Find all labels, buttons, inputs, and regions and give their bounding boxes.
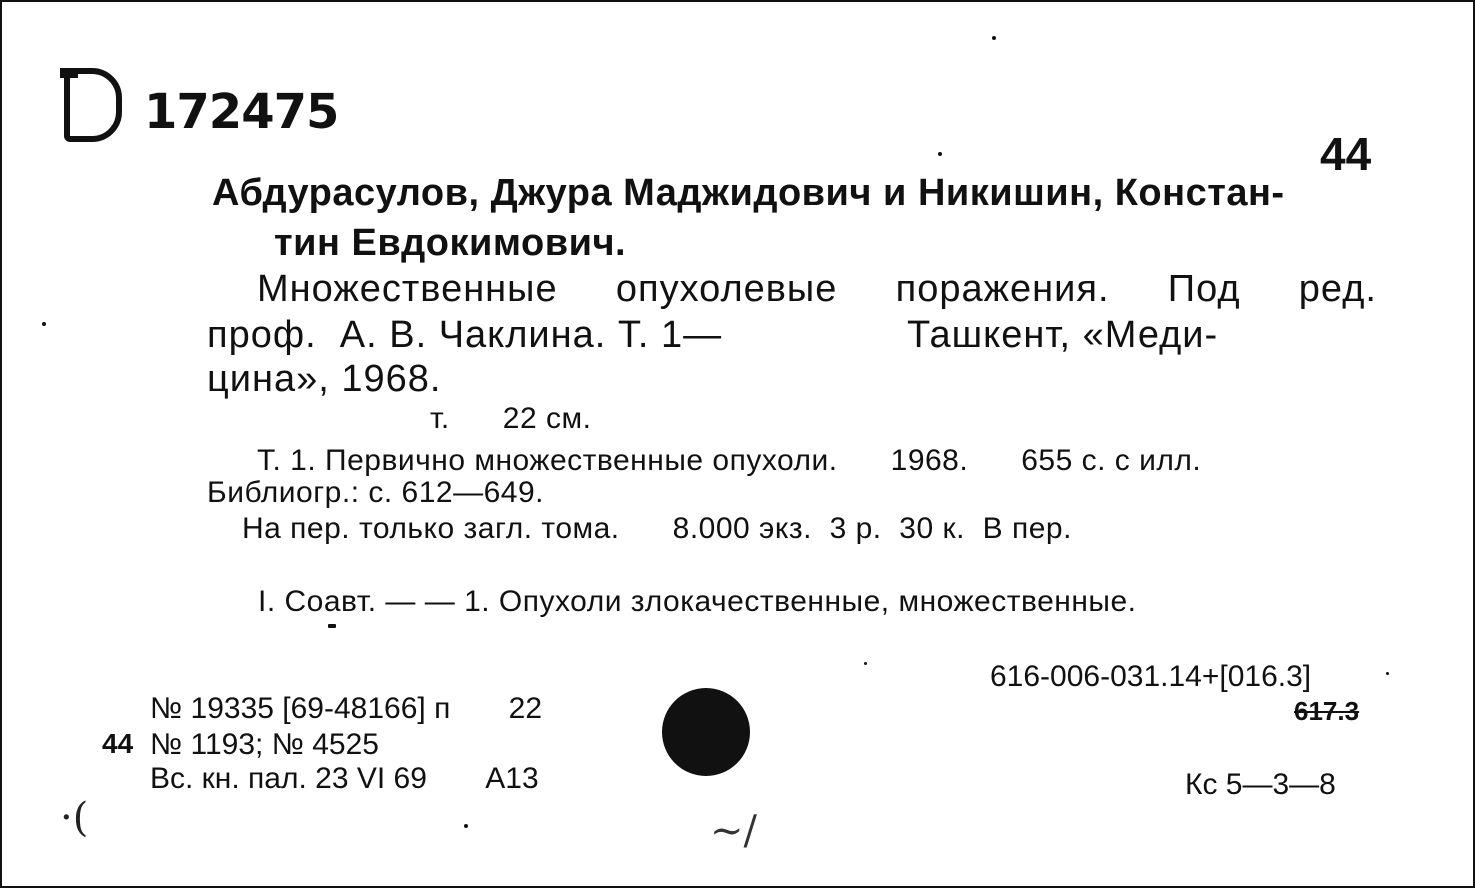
volume-line: Т. 1. Первично множественные опухоли. 1968. 655 с. с илл. <box>257 444 1202 477</box>
cover-line: На пер. только загл. тома. 8.000 экз. 3 р. 30 к. В пер. <box>242 512 1072 545</box>
subject-headings: I. Соавт. — — 1. Опухоли злокачественные, множественные. <box>258 585 1137 618</box>
title-line-3: цина», 1968. <box>207 358 442 400</box>
punch-hole <box>662 688 750 776</box>
classification-code: Кс 5—3—8 <box>1185 768 1336 801</box>
author-line-2: тин Евдокимович. <box>274 222 627 264</box>
author-line-1: Абдурасулов, Джура Маджидович и Никишин, Констан- <box>212 172 1285 214</box>
ink-speck <box>464 824 468 828</box>
title-word: Под <box>1167 268 1241 310</box>
pencil-mark-bottom: ~/ <box>710 808 757 854</box>
section-code: 44 <box>1320 128 1372 180</box>
title-word: ред. <box>1298 268 1377 310</box>
ink-speck <box>42 322 46 326</box>
ink-speck <box>864 662 867 665</box>
title-word: поражения. <box>895 268 1110 310</box>
ink-speck <box>992 36 996 40</box>
stamp-letter <box>64 68 122 142</box>
ink-speck <box>938 152 942 156</box>
udc-code: 616-006-031.14+[016.3] <box>990 660 1312 693</box>
title-word: Множественные <box>257 268 558 310</box>
title-word: опухолевые <box>615 268 838 310</box>
registry-line-2: № 1193; № 4525 <box>150 728 379 761</box>
side-section-code: 44 <box>102 728 134 759</box>
pencil-mark-left: ·( <box>60 795 89 841</box>
size-line: т. 22 см. <box>430 402 592 435</box>
accession-number: 172475 <box>144 84 339 140</box>
title-line-2: проф. А. В. Чаклина. Т. 1— Ташкент, «Меди- <box>207 314 1219 356</box>
udc-code-secondary: 617.3 <box>1294 696 1360 726</box>
title-line-1 <box>257 268 1377 311</box>
ink-speck <box>328 624 336 628</box>
ink-speck <box>1386 672 1389 675</box>
bibliography-line: Библиогр.: с. 612—649. <box>207 476 544 509</box>
registry-line-3: Вс. кн. пал. 23 VI 69 А13 <box>150 762 539 795</box>
registry-line-1: № 19335 [69-48166] п 22 <box>150 692 543 725</box>
